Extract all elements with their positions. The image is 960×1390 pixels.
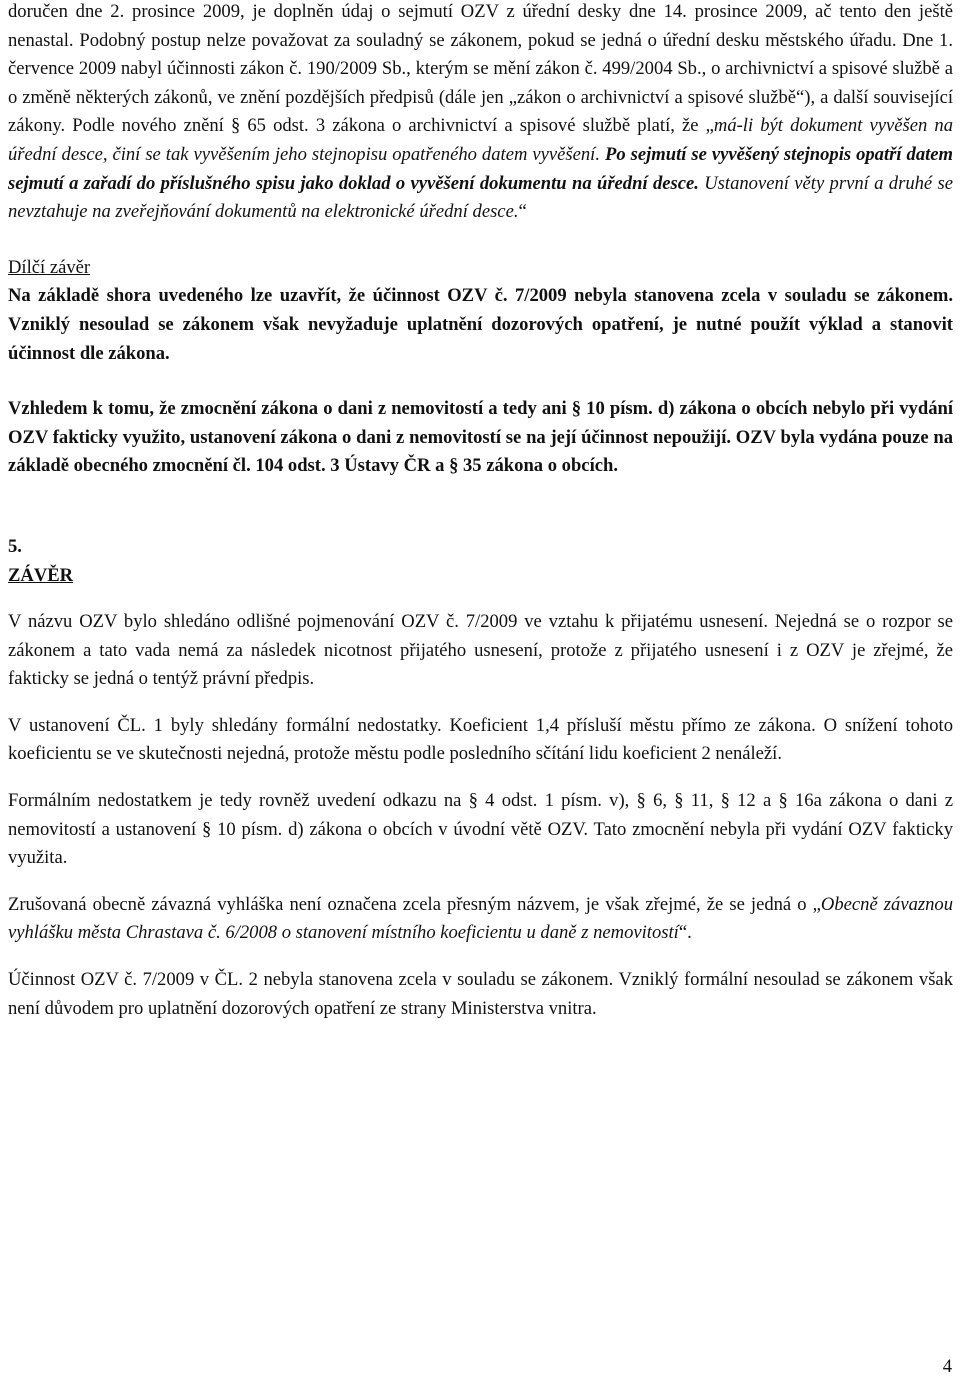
section-title	[8, 562, 953, 591]
spacer	[8, 368, 953, 395]
spacer	[8, 873, 953, 891]
conclusion-paragraph-4-text: Zrušovaná obecně závazná vyhláška není označena zcela přesným názvem, je však zřejmé, že se jedná o „	[8, 893, 821, 915]
spacer	[8, 590, 953, 608]
quote-italic: má-li být dokument vyvěšen na úřední desce, činí se tak vyvěšením jeho stejnopisu opatřeného datem vyvěšení.	[8, 115, 953, 165]
repealed-ordinance-title: Obecně závaznou vyhlášku města Chrastava č. 6/2008 o stanovení místního koeficientu u daně z nemovitostí	[8, 893, 954, 944]
quote-close: “	[518, 201, 527, 223]
spacer	[8, 948, 953, 966]
section-title-text: ZÁVĚR	[8, 564, 74, 586]
paragraph-authorization: Vzhledem k tomu, že zmocnění zákona o dani z nemovitostí a tedy ani § 10 písm. d) zákona o obcích nebylo při vydání OZV fakticky využito, ustanovení zákona o dani z nemovitostí se na její účinnost nepoužijí. OZV byla vydána pouze na základě obecného zmocnění čl. 104 odst. 3 Ústavy ČR a § 35 zákona o obcích.	[8, 398, 953, 477]
conclusion-paragraph-3: Formálním nedostatkem je tedy rovněž uvedení odkazu na § 4 odst. 1 písm. v), § 6, § 11, § 12 a § 16a zákona o dani z nemovitostí a ustanovení § 10 písm. d) zákona o obcích v úvodní větě OZV. Tato zmocnění nebyla při vydání OZV fakticky využita.	[8, 790, 953, 869]
page-number: 4	[942, 1356, 952, 1377]
paragraph-archive-law-text: doručen dne 2. prosince 2009, je doplněn údaj o sejmutí OZV z úřední desky dne 14. prosince 2009, ač tento den ještě nenastal. Podobný postup nelze považovat za souladný se zákonem, pokud se jedná o úřední desku městského úřadu. Dne 1. července 2009 nabyl účinnosti zákon č. 190/2009 Sb., kterým se mění zákon č. 499/2004 Sb., o archivnictví a spisové službě a o změně některých zákonů, ve znění pozdějších předpisů (dále jen „zákon o archivnictví a spisové službě“), a další související zákony. Podle nového znění § 65 odst. 3 zákona o archivnictví a spisové službě platí, že „	[8, 1, 953, 137]
conclusion-paragraph-1: V názvu OZV bylo shledáno odlišné pojmenování OZV č. 7/2009 ve vztahu k přijatému usnesení. Nejedná se o rozpor se zákonem a tato vada nemá za následek nicotnost přijatého usnesení, protože z přijatého usnesení i z OZV je zřejmé, že fakticky se jedná o tentýž právní předpis.	[8, 611, 953, 690]
partial-conclusion-heading	[8, 254, 953, 283]
spacer	[8, 769, 953, 787]
quote-bold-italic: Po sejmutí se vyvěšený stejnopis opatří datem sejmutí a zařadí do příslušného spisu jako doklad o vyvěšení dokumentu na úřední desce.	[8, 143, 953, 194]
conclusion-paragraph-5: Účinnost OZV č. 7/2009 v ČL. 2 nebyla stanovena zcela v souladu se zákonem. Vzniklý formální nesoulad se zákonem však není důvodem pro uplatnění dozorových opatření ze strany Ministerstva vnitra.	[8, 969, 953, 1019]
quote-italic-end: Ustanovení věty první a druhé se nevztahuje na zveřejňování dokumentů na elektronické úřední desce.	[8, 172, 954, 223]
document-page	[8, 0, 953, 1023]
conclusion-paragraph-2: V ustanovení ČL. 1 byly shledány formální nedostatky. Koeficient 1,4 přísluší městu přímo ze zákona. O snížení tohoto koeficientu se ve skutečnosti nejedná, protože městu podle posledního sčítání lidu koeficient 2 nenáleží.	[8, 714, 953, 765]
quote-close: “.	[678, 922, 692, 944]
conclusion-paragraph-4	[8, 891, 953, 948]
section-number: 5.	[8, 535, 22, 557]
partial-conclusion-text: Na základě shora uvedeného lze uzavřít, že účinnost OZV č. 7/2009 nebyla stanovena zcela v souladu se zákonem. Vzniklý nesoulad se zákonem však nevyžaduje uplatnění dozorových opatření, je nutné použít výklad a stanovit účinnost dle zákona.	[8, 285, 953, 364]
spacer	[8, 694, 953, 712]
partial-conclusion-heading-text: Dílčí závěr	[8, 256, 91, 278]
spacer	[8, 227, 953, 254]
paragraph-archive-law	[8, 0, 953, 227]
spacer	[8, 481, 953, 533]
